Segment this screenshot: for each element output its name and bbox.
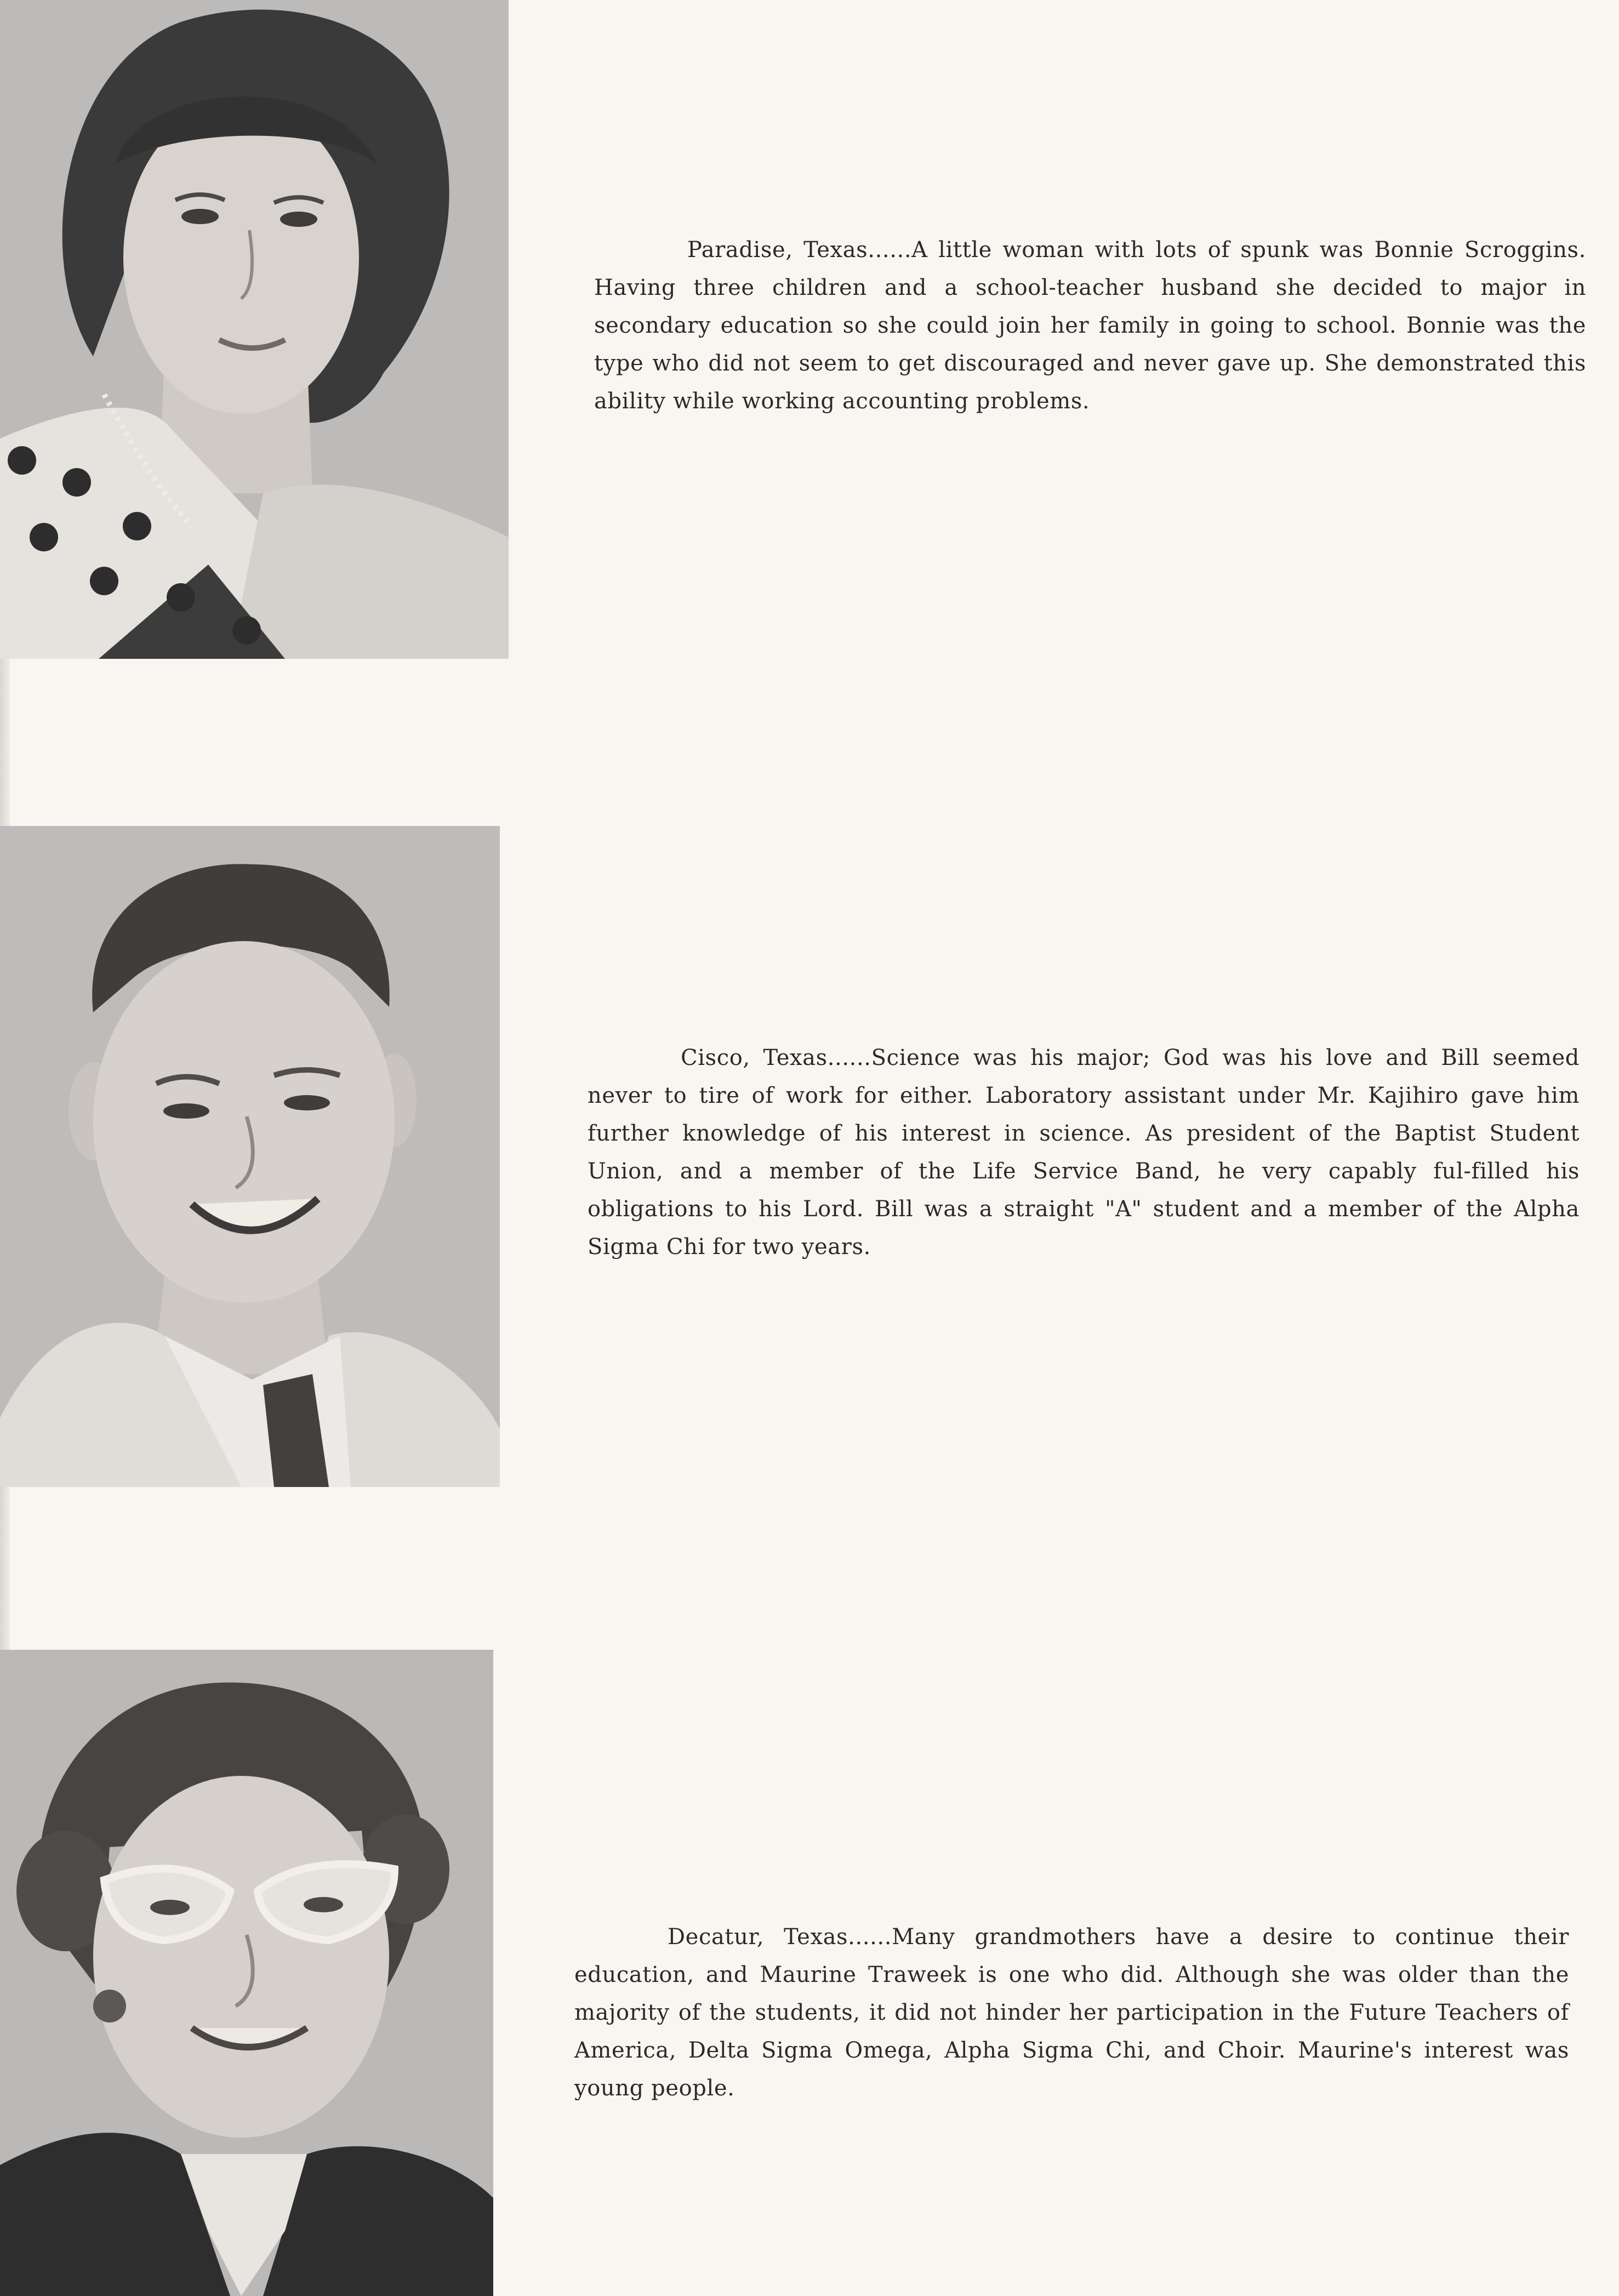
bio-location: Decatur, Texas...... [668, 1924, 892, 1950]
bio-entry-2 [588, 1039, 1580, 1266]
bio-text: Many grandmothers have a desire to continue their education, and Maurine Traweek is one who did. Although she was older than the majority of the students, it did not hinder her participation in the Future Teachers of America, Delta Sigma Omega, Alpha Sigma Chi, and Choir. Maurine's interest was young people. [574, 1924, 1569, 2101]
bio-entry-3 [574, 1918, 1569, 2107]
bio-text: Science was his major; God was his love and Bill seemed never to tire of work for either. Laboratory assistant under Mr. Kajihiro gave him further knowledge of his interest in science. As president of the Baptist Student Union, and a member of the Life Service Band, he very capably ful-filled his obligations to his Lord. Bill was a straight "A" student and a member of the Alpha Sigma Chi for two years. [588, 1045, 1580, 1260]
bio-entry-1 [594, 231, 1586, 420]
bio-location: Paradise, Texas...... [687, 237, 912, 263]
portrait-photo-3 [0, 1650, 493, 2296]
portrait-photo-2 [0, 826, 500, 1487]
portrait-photo-1 [0, 0, 509, 659]
bio-text: A little woman with lots of spunk was Bonnie Scroggins. Having three children and a school-teacher husband she decided to major in secondary education so she could join her family in going to school. Bonnie was the type who did not seem to get discouraged and never gave up. She demonstrated this ability while working accounting problems. [594, 237, 1586, 414]
bio-location: Cisco, Texas...... [681, 1045, 871, 1070]
